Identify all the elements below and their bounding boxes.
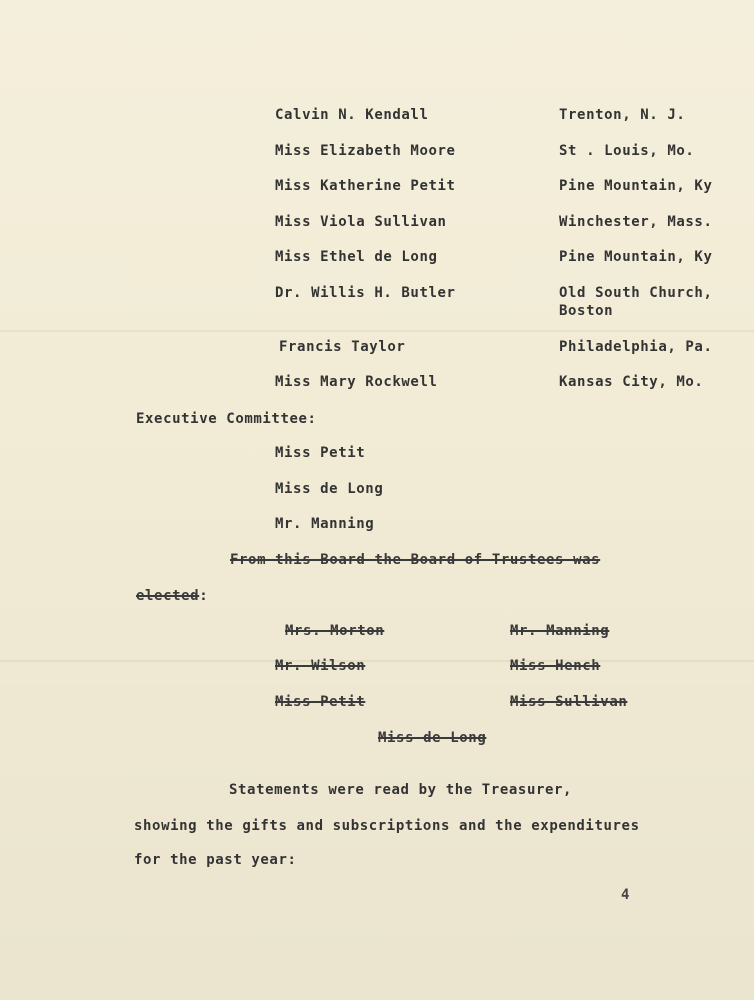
struck-trustee: Mrs. Morton xyxy=(285,623,385,639)
statement-line: for the past year: xyxy=(134,852,297,868)
member-location-cont: Boston xyxy=(559,303,614,319)
member-location: Pine Mountain, Ky xyxy=(559,249,713,265)
member-name: Miss Elizabeth Moore xyxy=(275,143,456,159)
statement-line: Statements were read by the Treasurer, xyxy=(229,782,573,798)
member-name: Calvin N. Kendall xyxy=(275,107,429,123)
member-location: Pine Mountain, Ky xyxy=(559,178,713,194)
struck-word: elected xyxy=(136,588,200,604)
struck-trustee: Miss Petit xyxy=(275,694,366,710)
struck-line-elected xyxy=(136,587,208,605)
struck-trustee: Miss Hench xyxy=(510,658,601,674)
struck-trustee: Miss Sullivan xyxy=(510,694,628,710)
executive-member: Miss de Long xyxy=(275,481,384,497)
page-number: 4 xyxy=(621,887,630,903)
executive-member: Miss Petit xyxy=(275,445,366,461)
member-name: Miss Ethel de Long xyxy=(275,249,438,265)
member-location: Trenton, N. J. xyxy=(559,107,686,123)
member-name: Miss Viola Sullivan xyxy=(275,214,447,230)
member-location: Kansas City, Mo. xyxy=(559,374,704,390)
executive-member: Mr. Manning xyxy=(275,516,375,532)
member-location: Old South Church, xyxy=(559,285,713,301)
member-location: St . Louis, Mo. xyxy=(559,143,695,159)
member-name: Dr. Willis H. Butler xyxy=(275,285,456,301)
struck-line: From this Board the Board of Trustees was xyxy=(230,552,601,568)
struck-trustee: Miss de Long xyxy=(378,730,487,746)
struck-trustee: Mr. Wilson xyxy=(275,658,366,674)
member-location: Philadelphia, Pa. xyxy=(559,339,713,355)
colon: : xyxy=(199,588,209,604)
member-name: Francis Taylor xyxy=(279,339,406,355)
statement-line: showing the gifts and subscriptions and the expenditures xyxy=(134,818,640,834)
member-name: Miss Mary Rockwell xyxy=(275,374,438,390)
struck-trustee: Mr. Manning xyxy=(510,623,610,639)
paper-fold xyxy=(0,660,754,662)
executive-heading: Executive Committee: xyxy=(136,411,317,427)
member-name: Miss Katherine Petit xyxy=(275,178,456,194)
member-location: Winchester, Mass. xyxy=(559,214,713,230)
paper-fold xyxy=(0,330,754,332)
